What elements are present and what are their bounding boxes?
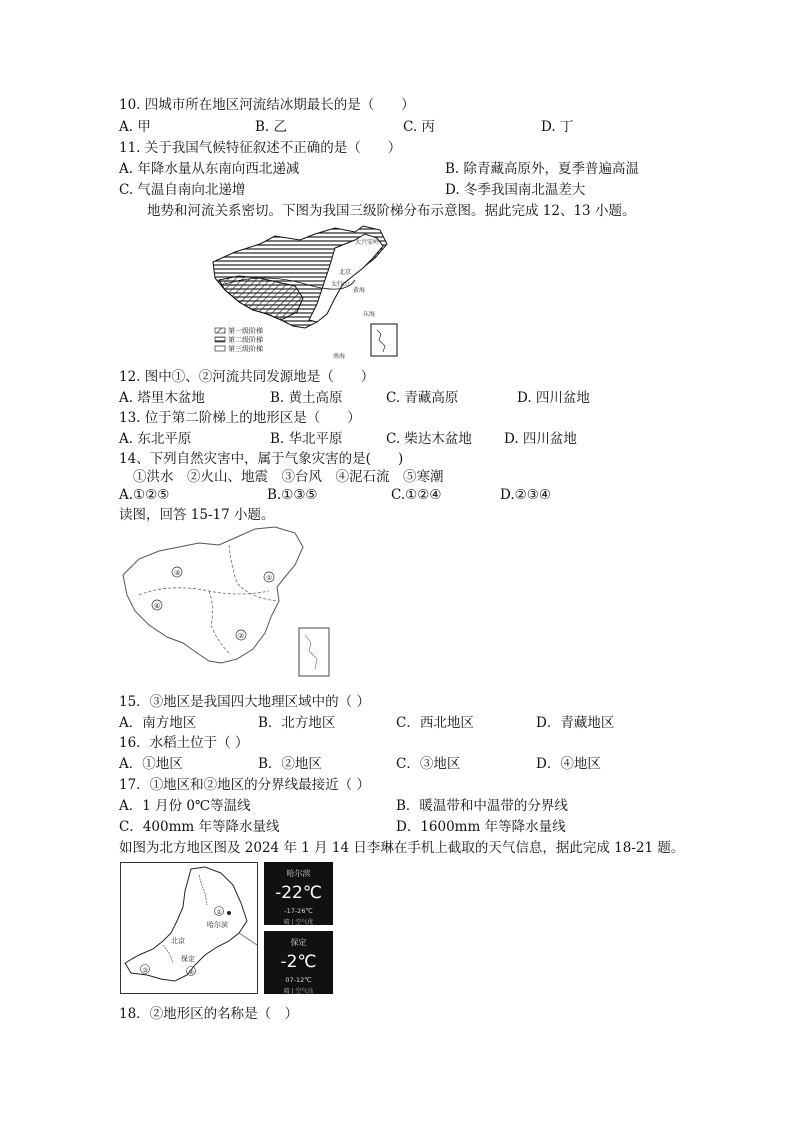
label-baoding: 保定 <box>181 955 195 963</box>
q13-option-d: D. 四川盆地 <box>504 431 577 447</box>
legend-step-2: 第二级阶梯 <box>228 336 263 344</box>
q16-option-d: D．④地区 <box>536 756 601 772</box>
label-east-sea: 东海 <box>363 311 376 318</box>
q13-option-a: A. 东北平原 <box>119 431 192 447</box>
q10-option-d: D. 丁 <box>541 119 574 135</box>
northern-region-outline <box>125 867 247 981</box>
weather-city: 保定 <box>290 938 307 947</box>
q16-option-a: A．①地区 <box>119 756 183 772</box>
q14-items: ①洪水 ②火山、地震 ③台风 ④泥石流 ⑤寒潮 <box>133 469 444 485</box>
q12-option-b: B. 黄土高原 <box>270 390 343 406</box>
q15-option-a: A．南方地区 <box>119 715 197 731</box>
q14-option-a: A.①②⑤ <box>119 487 170 503</box>
question-14-stem: 14、下列自然灾害中，属于气象灾害的是( ) <box>119 451 404 467</box>
region-label-2: ② <box>238 632 245 640</box>
q17-option-a: A．1 月份 0℃等温线 <box>119 798 251 814</box>
q17-option-c: C．400mm 年等降水量线 <box>119 819 280 835</box>
question-10-stem: 10. 四城市所在地区河流结冰期最长的是（ ） <box>119 97 415 113</box>
label-yellow-sea: 黄海 <box>353 287 366 294</box>
weather-range: -17-26℃ <box>284 907 313 915</box>
q17-option-b: B．暖温带和中温带的分界线 <box>396 798 568 814</box>
question-16-stem: 16．水稻土位于（ ） <box>119 735 249 751</box>
weather-card-harbin <box>264 862 333 925</box>
q11-option-a: A. 年降水量从东南向西北递减 <box>119 161 300 177</box>
q12-option-d: D. 四川盆地 <box>517 390 590 406</box>
question-15-stem: 15．③地区是我国四大地理区域中的（ ） <box>119 694 370 710</box>
terrain-steps-map <box>205 224 415 364</box>
weather-card-baoding <box>264 931 333 994</box>
label-harbin: 哈尔滨 <box>207 921 228 929</box>
q17-option-d: D．1600mm 年等降水量线 <box>396 819 566 835</box>
region-label-1: ① <box>266 574 273 582</box>
q15-option-b: B．北方地区 <box>258 715 336 731</box>
weather-city: 哈尔滨 <box>286 869 311 878</box>
label-south-sea: 南海 <box>333 353 346 360</box>
q14-option-d: D.②③④ <box>500 487 551 503</box>
legend-step-3: 第三级阶梯 <box>228 345 263 353</box>
northern-region-map <box>120 862 258 994</box>
q10-option-b: B. 乙 <box>255 119 288 135</box>
weather-range: 07-12℃ <box>285 976 312 984</box>
northern-label-3: ③ <box>142 967 148 974</box>
question-12-stem: 12. 图中①、②河流共同发源地是（ ） <box>119 369 375 385</box>
china-outline-2 <box>123 527 303 663</box>
q14-option-c: C.①②④ <box>391 487 442 503</box>
northern-label-1: ① <box>216 909 222 916</box>
q13-option-b: B. 华北平原 <box>270 431 343 447</box>
q10-option-c: C. 丙 <box>403 119 435 135</box>
label-daxinganling: 大兴安岭 <box>355 239 380 246</box>
weather-temp: -22℃ <box>275 883 322 903</box>
four-regions-map <box>119 525 334 680</box>
q10-option-a: A. 甲 <box>119 119 151 135</box>
q14-option-b: B.①③⑤ <box>267 487 318 503</box>
q11-option-b: B. 除青藏高原外，夏季普遍高温 <box>445 161 640 177</box>
q16-option-c: C．③地区 <box>396 756 461 772</box>
intro-18-21: 如图为北方地区图及 2024 年 1 月 14 日李琳在手机上截取的天气信息，据此完成 18-21 题。 <box>119 840 685 856</box>
label-beijing: 北京 <box>339 269 352 276</box>
question-17-stem: 17．①地区和②地区的分界线最接近（ ） <box>119 777 370 793</box>
q11-option-d: D. 冬季我国南北温差大 <box>445 182 586 198</box>
region-label-4: ④ <box>154 602 161 610</box>
q12-option-a: A. 塔里木盆地 <box>119 390 205 406</box>
weather-air-quality: 晴 | 空气良 <box>283 988 314 995</box>
q13-option-c: C. 柴达木盆地 <box>386 431 472 447</box>
northern-region-map-svg <box>121 863 257 993</box>
weather-air-quality: 晴 | 空气优 <box>283 919 314 926</box>
q16-option-b: B．②地区 <box>258 756 322 772</box>
question-18-stem: 18．②地形区的名称是（ ） <box>119 1006 299 1022</box>
question-11-stem: 11. 关于我国气候特征叙述不正确的是（ ） <box>119 140 402 156</box>
intro-15-17: 读图，回答 15-17 小题。 <box>119 507 275 523</box>
q15-option-c: C．西北地区 <box>396 715 474 731</box>
terrain-steps-map-svg <box>205 224 415 364</box>
question-13-stem: 13. 位于第二阶梯上的地形区是（ ） <box>119 410 361 426</box>
weather-temp: -2℃ <box>280 952 317 972</box>
south-sea-inset <box>371 324 397 356</box>
q12-option-c: C. 青藏高原 <box>386 390 459 406</box>
four-regions-map-svg <box>119 525 334 680</box>
south-sea-inset-2 <box>299 628 329 676</box>
intro-12-13: 地势和河流关系密切。下图为我国三级阶梯分布示意图。据此完成 12、13 小题。 <box>147 203 636 219</box>
region-label-3: ③ <box>174 569 181 577</box>
label-beijing-north: 北京 <box>171 937 185 945</box>
q15-option-d: D．青藏地区 <box>536 715 615 731</box>
q11-option-c: C. 气温自南向北递增 <box>119 182 246 198</box>
legend-step-1: 第一级阶梯 <box>228 327 263 335</box>
northern-label-2: ② <box>188 969 194 976</box>
label-taihangshan: 太行山 <box>331 281 350 288</box>
